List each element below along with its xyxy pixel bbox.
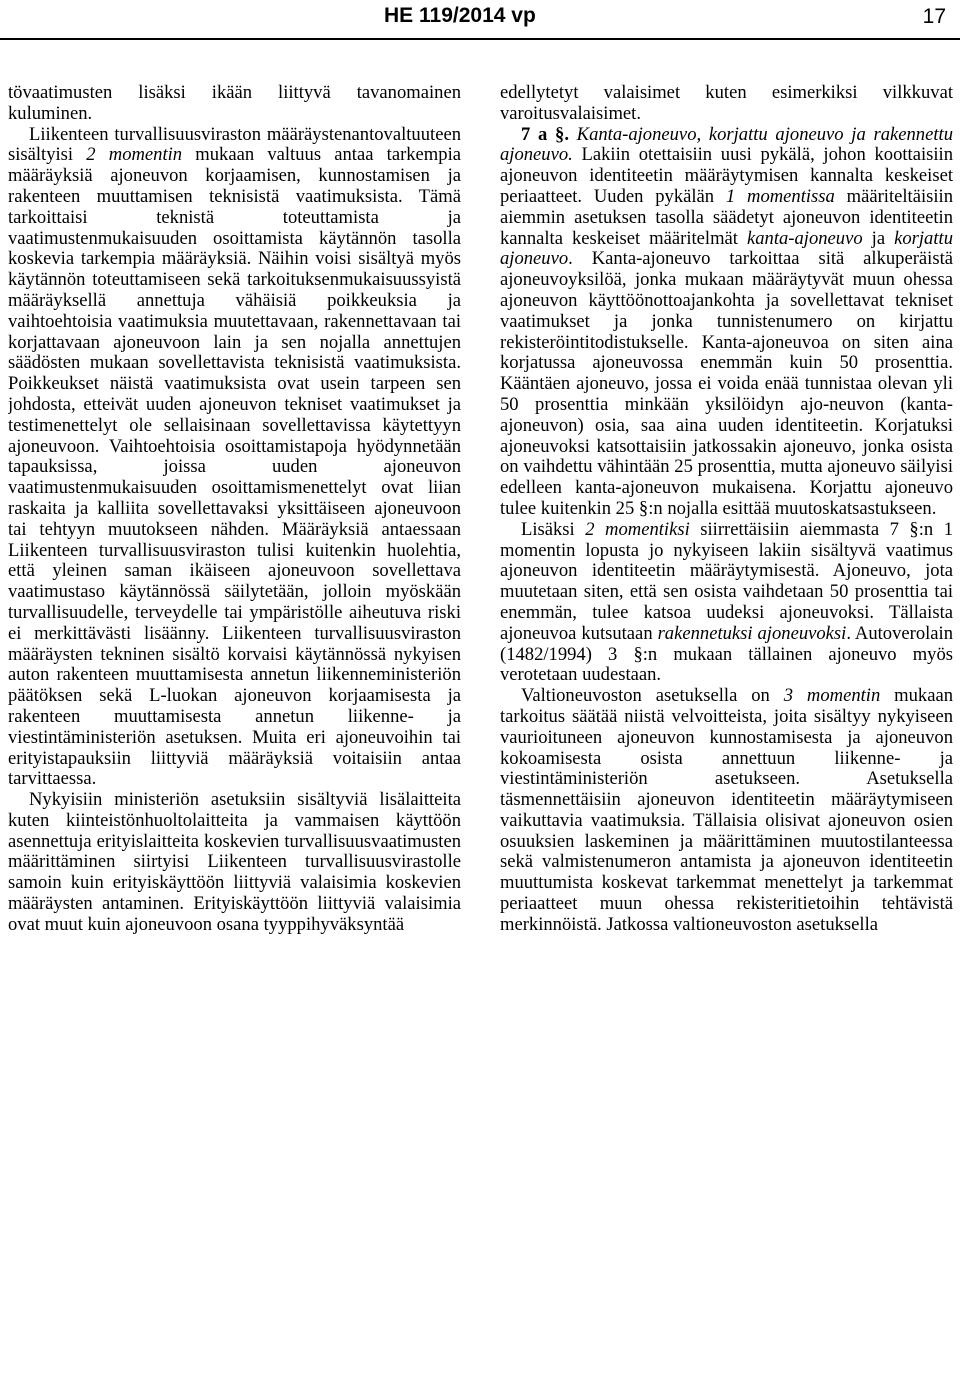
right-column	[500, 83, 953, 1383]
page-number: 17	[922, 5, 946, 28]
paragraph: Nykyisiin ministeriön asetuksiin sisältyviä lisälaitteita kuten kiinteistönhuoltolaitteita ja vammaisen käyttöön asennettuja erityislaitteita koskevien turvallisuusvaatimusten määrittäminen siirtyisi Liikenteen turvallisuusvirastolle samoin kuin erityiskäyttöön liittyviä valaisimia koskevien määräysten antaminen. Erityiskäyttöön liittyviä valaisimia ovat muut kuin ajoneuvoon osana tyyppihyväksyntää	[8, 789, 461, 935]
paragraph: Lisäksi 2 momentiksi siirrettäisiin aiemmasta 7 §:n 1 momentin lopusta jo nykyiseen lakiin sisältyvä vaatimus ajoneuvon identiteetin määräytymisestä. Ajoneuvo, jota muutetaan siten, että sen osista vaihdetaan 50 prosenttia tai enemmän, tulee katsoa uudeksi ajoneuvoksi. Tällaista ajoneuvoa kutsutaan rakennetuksi ajoneuvoksi. Autoverolain (1482/1994) 3 §:n mukaan tällainen ajoneuvo myös verotetaan uudestaan.	[500, 518, 953, 686]
header-rule	[0, 38, 960, 40]
document-reference: HE 119/2014 vp	[384, 4, 536, 27]
paragraph: Liikenteen turvallisuusviraston määräystenantovaltuuteen sisältyisi 2 momentin mukaan valtuus antaa tarkempia määräyksiä ajoneuvon korjaamisen, kunnostamisen ja rakenteen muuttamisen teknisistä vaatimuksista. Tämä tarkoittaisi teknistä toteuttamista ja vaatimustenmukaisuuden osoittamista käytännön tasolla koskevia tarkempia määräyksiä. Näihin voisi sisältyä myös käytännön toteuttamiseen sekä tarkoituksenmukaisuussyistä määräyksellä annettuja vähäisiä poikkeuksia ja vaihtoehtoisia vaatimuksia muutettavaan, rakennettavaan tai korjattavaan ajoneuvoon lain ja sen nojalla annettujen säädösten mukaan sovellettavista teknisistä vaatimuksista. Poikkeukset näistä vaatimuksista ovat usein tarpeen sen johdosta, etteivät uuden ajoneuvon tekniset vaatimukset ja testimenettelyt ole sellaisinaan sovellettavissa käytettyyn ajoneuvoon. Vaihtoehtoisia osoittamistapoja hyödynnetään tapauksissa, joissa uuden ajoneuvon vaatimustenmukaisuuden osoittamismenettelyt ovat liian raskaita ja kalliita sovellettavaksi yksittäiseen ajoneuvoon tai tehtyyn muutokseen nähden. Määräyksiä antaessaan Liikenteen turvallisuusviraston tulisi kuitenkin huolehtia, että yleinen saman ikäiseen ajoneuvoon sovellettava vaatimustaso käytännössä säilytetään, jolloin myöskään turvallisuudelle, terveydelle tai ympäristölle aiheutuva riski ei merkittävästi lisäänny. Liikenteen turvallisuusviraston määräysten tekninen sisältö korvaisi käytännössä nykyisen auton rakenteen muuttamisesta annetun liikenneministeriön päätöksen sekä L-luokan ajoneuvon korjaamisesta ja rakenteen muuttamisesta annetun liikenne- ja viestintäministeriön asetuksen. Muita eri ajoneuvoihin tai erityistapauksiin liittyviä määräyksiä voitaisiin antaa tarvittaessa.	[8, 123, 461, 790]
paragraph: tövaatimusten lisäksi ikään liittyvä tavanomainen kuluminen.	[8, 83, 461, 124]
paragraph: edellytetyt valaisimet kuten esimerkiksi vilkkuvat varoitusvalaisimet.	[500, 83, 953, 124]
left-column	[8, 83, 461, 1383]
section-number: 7 a §.	[521, 123, 569, 145]
section-paragraph: 7 a §. Kanta-ajoneuvo, korjattu ajoneuvo ja rakennettu ajoneuvo. Lakiin otettaisiin uusi pykälä, johon koottaisiin ajoneuvon identiteetin määräytymisen kannalta keskeiset periaatteet. Uuden pykälän 1 momentissa määriteltäisiin aiemmin asetuksen tasolla säädetyt ajoneuvon identiteetin kannalta keskeiset määritelmät kanta-ajoneuvo ja korjattu ajoneuvo. Kanta-ajoneuvo tarkoittaa sitä alkuperäistä ajoneuvoyksilöä, jonka mukaan määräytyvät muun ohessa ajoneuvon käyttöönottoajankohta ja sovellettavat tekniset vaatimukset ja jonka tunnistenumero on kirjattu rekisteröintitodistukselle. Kanta-ajoneuvoa on siten aina korjatussa ajoneuvossa enemmän kuin 50 prosenttia. Kääntäen ajoneuvo, jossa ei voida enää tunnistaa olevan yli 50 prosenttia minkään yksilöidyn ajo-neuvon (kanta-ajoneuvon) osia, saa aina uuden identiteetin. Korjatuksi ajoneuvoksi katsottaisiin jatkossakin ajoneuvo, jonka osista on vaihdettu vähintään 25 prosenttia, mutta ajoneuvo säilyisi edelleen kanta-ajoneuvon mukaisena. Korjattu ajoneuvo tulee kuitenkin 25 §:n nojalla esittää muutoskatsastukseen.	[500, 123, 953, 519]
section-title: Kanta-ajoneuvo, korjattu ajoneuvo ja rakennettu ajoneuvo.	[500, 123, 953, 166]
paragraph: Valtioneuvoston asetuksella on 3 momentin mukaan tarkoitus säätää niistä velvoitteista, joita sisältyy nykyiseen vaurioituneen ajoneuvon kunnostamisesta ja ajoneuvon kokoamisesta osista annettuun liikenne- ja viestintäministeriön asetukseen. Asetuksella täsmennettäisiin ajoneuvon identiteetin määräytymiseen vaikuttavia vaatimuksia. Tällaisia olisivat ajoneuvon osien osuuksien laskeminen ja määrittäminen muutostilanteessa sekä valmistenumeron antamista ja ajoneuvon identiteetin muuttumista koskevat tarkemmat menettelyt ja tarkemmat periaatteet muun ohessa rekisteritietoihin tehtävistä merkinnöistä. Jatkossa valtioneuvoston asetuksella	[500, 685, 953, 935]
page-header	[0, 0, 960, 44]
moment-reference: 2 momentin	[86, 144, 183, 166]
